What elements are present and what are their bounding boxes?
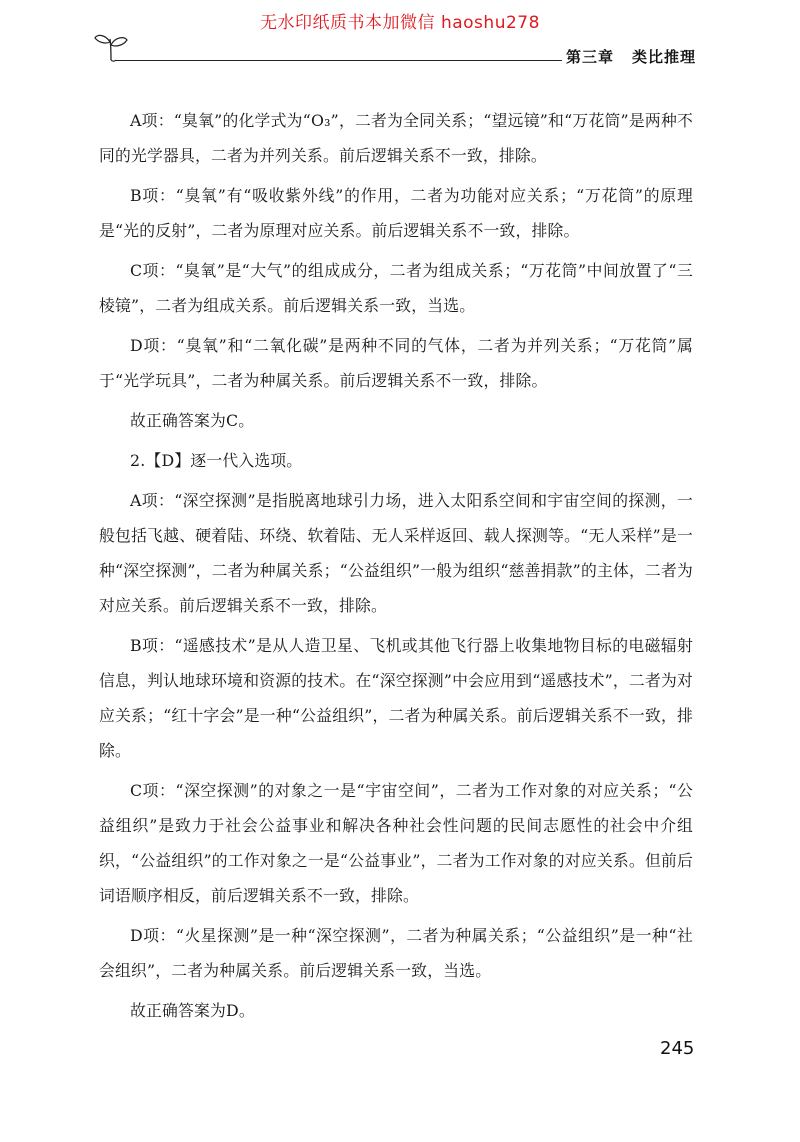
paragraph-option-d-ozone: D项：“臭氧”和“二氧化碳”是两种不同的气体，二者为并列关系；“万花筒”属于“光学玩具”，二者为种属关系。前后逻辑关系不一致，排除。: [99, 336, 693, 390]
header-rule-tail: [548, 60, 562, 61]
question-2-heading: 2.【D】逐一代入选项。: [130, 451, 303, 470]
answer-line-2: 故正确答案为D。: [130, 1001, 255, 1020]
chapter-title: 类比推理: [632, 48, 697, 66]
paragraph-option-d-space: D项：“火星探测”是一种“深空探测”，二者为种属关系；“公益组织”是一种“社会组织”，二者为种属关系。前后逻辑关系一致，当选。: [99, 926, 693, 980]
page-number: 245: [660, 1038, 695, 1059]
paragraph-option-a-space: A项：“深空探测”是指脱离地球引力场，进入太阳系空间和宇宙空间的探测，一般包括飞越、硬着陆、环绕、软着陆、无人采样返回、载人探测等。“无人采样”是一种“深空探测”，二者为种属关系；“公益组织”一般为组织“慈善捐款”的主体，二者为对应关系。前后逻辑关系不一致，排除。: [99, 491, 693, 615]
answer-line-1: 故正确答案为C。: [130, 411, 255, 430]
paragraph-option-b-space: B项：“遥感技术”是从人造卫星、飞机或其他飞行器上收集地物目标的电磁辐射信息，判认地球环境和资源的技术。在“深空探测”中会应用到“遥感技术”，二者为对应关系；“红十字会”是一种“公益组织”，二者为种属关系。前后逻辑关系不一致，排除。: [99, 636, 693, 760]
chapter-number: 第三章: [566, 48, 615, 66]
sprout-icon: [93, 30, 129, 64]
watermark-text: 无水印纸质书本加微信 haoshu278: [260, 13, 540, 33]
page-body: [99, 103, 693, 1033]
paragraph-option-c-ozone: C项：“臭氧”是“大气”的组成成分，二者为组成关系；“万花筒”中间放置了“三棱镜”，二者为组成关系。前后逻辑关系一致，当选。: [99, 261, 693, 315]
chapter-heading: [566, 46, 696, 67]
paragraph-option-c-space: C项：“深空探测”的对象之一是“宇宙空间”，二者为工作对象的对应关系；“公益组织”是致力于社会公益事业和解决各种社会性问题的民间志愿性的社会中介组织，“公益组织”的工作对象之一是“公益事业”，二者为工作对象的对应关系。但前后词语顺序相反，前后逻辑关系不一致，排除。: [99, 781, 693, 905]
paragraph-option-a-ozone: A项：“臭氧”的化学式为“O₃”，二者为全同关系；“望远镜”和“万花筒”是两种不同的光学器具，二者为并列关系。前后逻辑关系不一致，排除。: [99, 111, 693, 165]
paragraph-option-b-ozone: B项：“臭氧”有“吸收紫外线”的作用，二者为功能对应关系；“万花筒”的原理是“光的反射”，二者为原理对应关系。前后逻辑关系不一致，排除。: [99, 186, 693, 240]
header-rule: [115, 60, 550, 61]
